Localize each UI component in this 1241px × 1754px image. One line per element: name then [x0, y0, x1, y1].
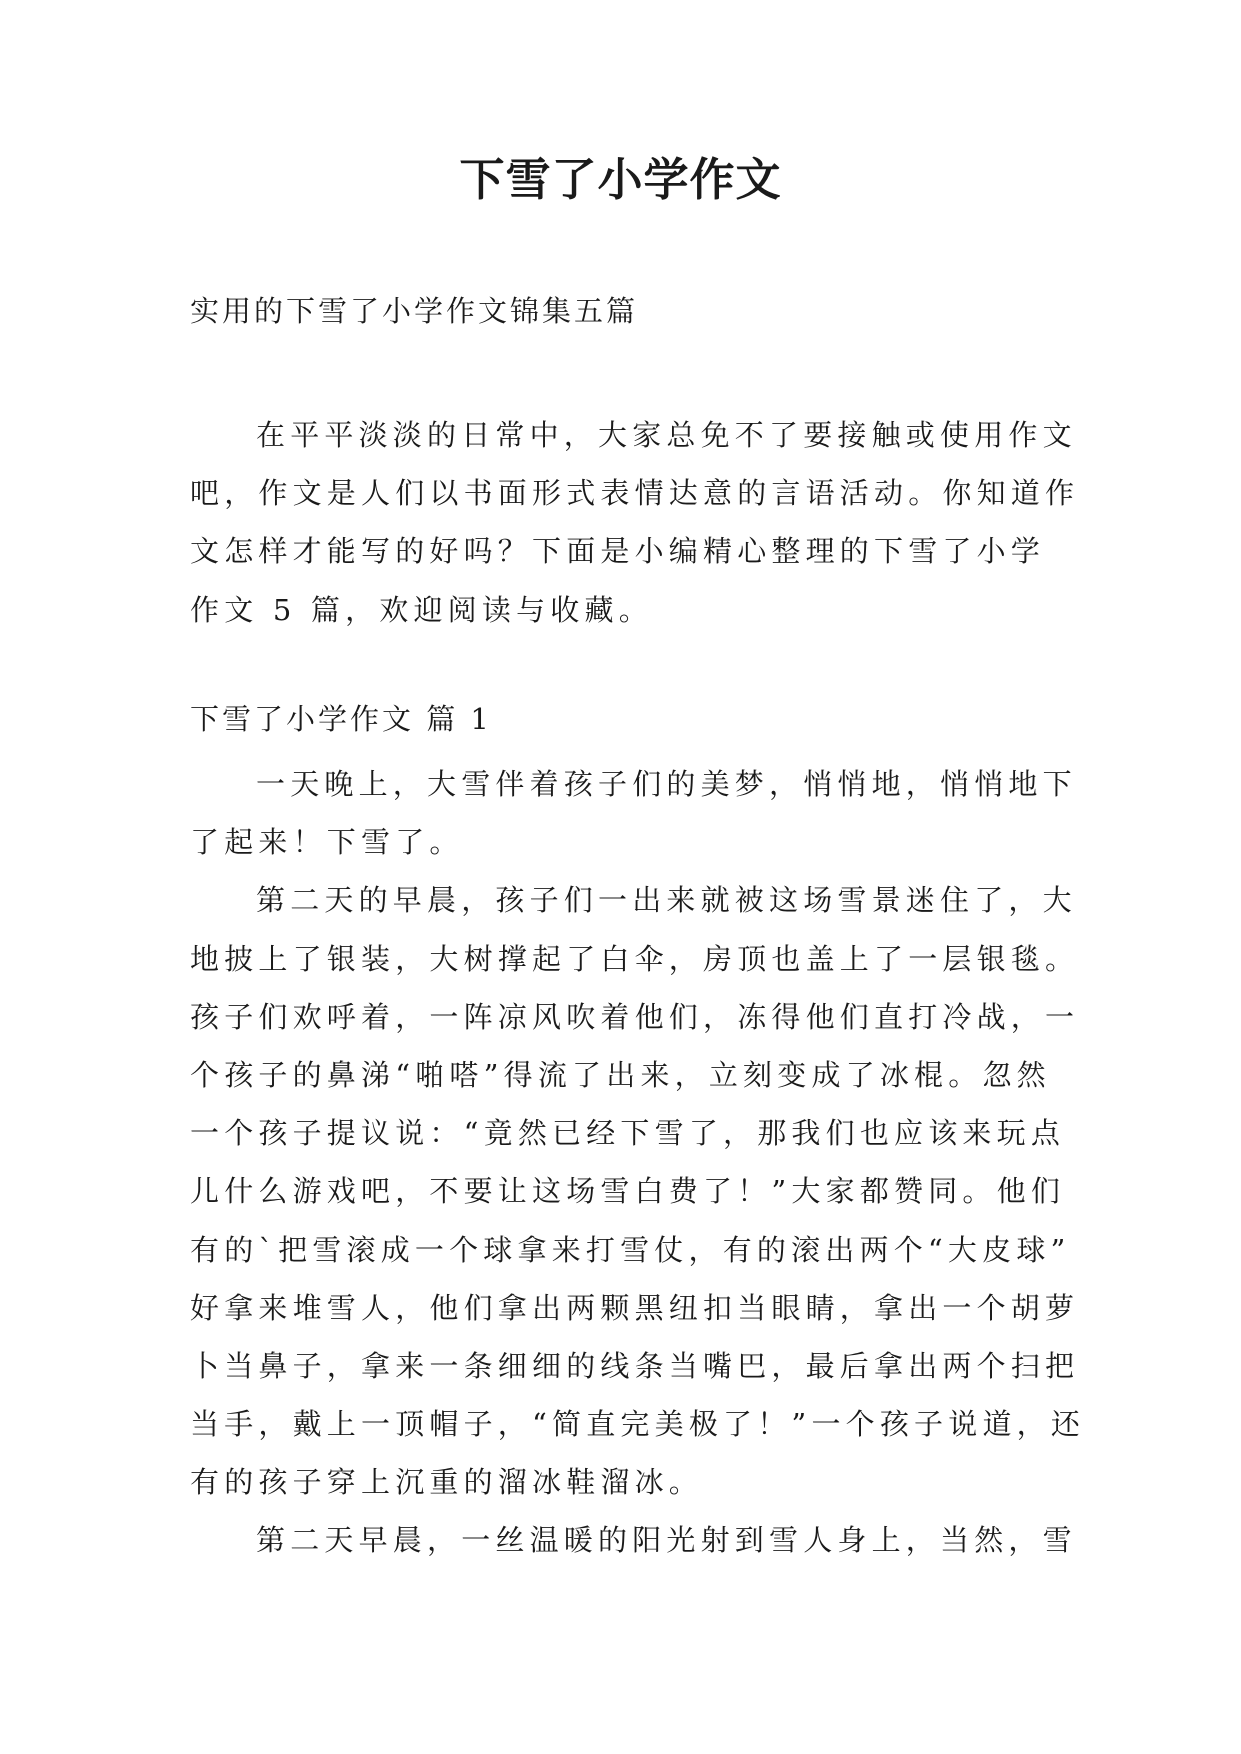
- body-line: 了起来！下雪了。: [190, 825, 464, 860]
- body-line: 一天晚上，大雪伴着孩子们的美梦，悄悄地，悄悄地下: [256, 767, 1077, 801]
- body-line: 有的`把雪滚成一个球拿来打雪仗，有的滚出两个“大皮球”: [190, 1232, 1071, 1267]
- section-heading: 下雪了小学作文 篇 1: [190, 702, 492, 736]
- body-line: 当手，戴上一顶帽子，“简直完美极了！”一个孩子说道，还: [190, 1407, 1086, 1442]
- body-line: 好拿来堆雪人，他们拿出两颗黑纽扣当眼睛，拿出一个胡萝: [190, 1290, 1080, 1325]
- intro-line: 在平平淡淡的日常中，大家总免不了要接触或使用作文: [256, 418, 1077, 452]
- intro-paragraph: [190, 406, 1080, 639]
- body-line: 地披上了银装，大树撑起了白伞，房顶也盖上了一层银毯。: [190, 941, 1080, 976]
- body-line: 个孩子的鼻涕“啪嗒”得流了出来，立刻变成了冰棍。忽然: [190, 1057, 1051, 1092]
- document-subtitle: 实用的下雪了小学作文锦集五篇: [190, 294, 639, 328]
- document-title: 下雪了小学作文: [459, 153, 782, 206]
- body-line: 儿什么游戏吧，不要让这场雪白费了！”大家都赞同。他们: [190, 1174, 1066, 1209]
- body-line: 第二天早晨，一丝温暖的阳光射到雪人身上，当然，雪: [256, 1523, 1077, 1558]
- essay-body: [190, 755, 1086, 1570]
- intro-line: 吧，作文是人们以书面形式表情达意的言语活动。你知道作: [190, 476, 1080, 511]
- body-line: 卜当鼻子，拿来一条细细的线条当嘴巴，最后拿出两个扫把: [190, 1348, 1080, 1383]
- body-line: 第二天的早晨，孩子们一出来就被这场雪景迷住了，大: [256, 883, 1077, 918]
- body-line: 有的孩子穿上沉重的溜冰鞋溜冰。: [190, 1465, 704, 1500]
- body-line: 一个孩子提议说：“竟然已经下雪了，那我们也应该来玩点: [190, 1116, 1066, 1151]
- body-line: 孩子们欢呼着，一阵凉风吹着他们，冻得他们直打冷战，一: [190, 999, 1080, 1034]
- intro-line: 作文 5 篇，欢迎阅读与收藏。: [190, 592, 653, 627]
- intro-line: 文怎样才能写的好吗？下面是小编精心整理的下雪了小学: [190, 534, 1046, 569]
